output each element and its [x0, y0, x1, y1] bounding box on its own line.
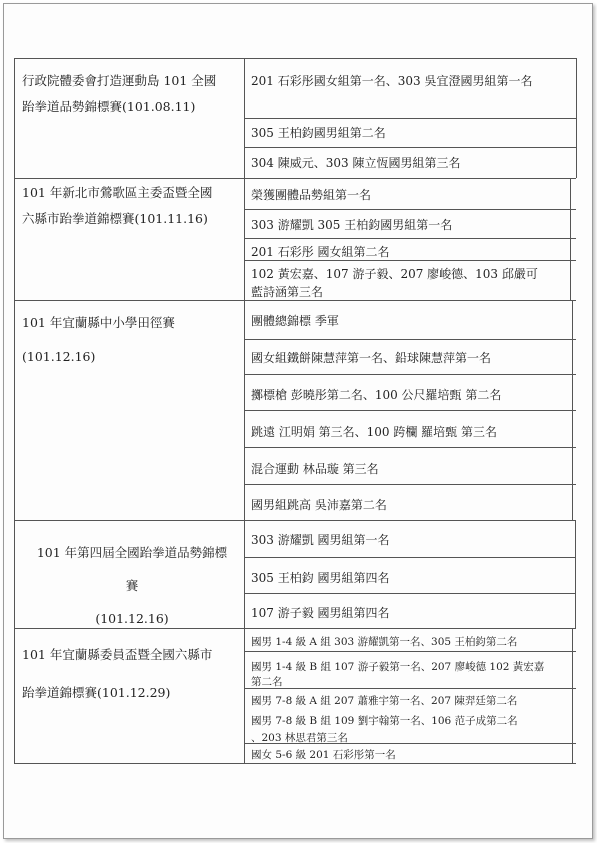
award-entry: 、203 林思君第三名 [251, 732, 348, 744]
award-entry: 第二名 [251, 676, 283, 688]
award-entry: 國男 7-8 級 B 組 109 劉宇翰第一名、106 范子成第二名 [251, 715, 518, 727]
award-entry: 305 王柏鈞國男組第二名 [251, 126, 386, 140]
row-divider [244, 147, 576, 148]
award-entry: 藍詩涵第三名 [251, 285, 324, 299]
event-name-line: 101 年宜蘭縣委員盃暨全國六縣市 [22, 647, 213, 662]
event-date-line: 跆拳道品勢錦標賽(101.08.11) [22, 99, 196, 114]
award-entry: 擲標槍 彭曉彤第二名、100 公尺羅培甄 第二名 [251, 388, 502, 402]
event-name-cell [22, 68, 216, 120]
event-date-line: (101.12.16) [95, 611, 169, 626]
table-right-border [570, 178, 571, 300]
award-entry: 國男 1-4 級 A 組 303 游耀凱第一名、305 王柏鈞第二名 [251, 636, 518, 648]
award-entry: 國男組跳高 吳沛嘉第二名 [251, 498, 387, 512]
event-name-line: 101 年宜蘭縣中小學田徑賽 [22, 315, 175, 330]
award-entry: 榮獲團體品勢組第一名 [251, 188, 372, 202]
row-divider [14, 300, 576, 301]
row-divider [14, 520, 576, 521]
event-name-cell [22, 536, 242, 635]
table-left-border [14, 58, 15, 763]
row-divider [244, 118, 576, 119]
award-entry: 201 石彩彤 國女組第二名 [251, 245, 390, 259]
row-divider [14, 763, 576, 764]
award-entry: 201 石彩彤國女組第一名、303 吳宜澄國男組第一名 [251, 74, 533, 88]
award-entry: 跳遠 江明娟 第三名、100 跨欄 羅培甄 第三名 [251, 425, 497, 439]
table-right-border [575, 520, 576, 628]
award-entry: 混合運動 林品璇 第三名 [251, 462, 379, 476]
row-divider [244, 688, 576, 689]
row-divider [244, 593, 576, 594]
row-divider [244, 557, 576, 558]
award-entry: 國女組鐵餅陳慧萍第一名、鉛球陳慧萍第一名 [251, 351, 492, 365]
row-divider [244, 447, 576, 448]
event-name-line: 101 年第四屆全國跆拳道品勢錦標 [36, 545, 228, 560]
row-divider [244, 484, 576, 485]
event-date-line: 六縣市跆拳道錦標賽(101.11.16) [22, 211, 208, 226]
award-entry: 305 王柏鈞 國男組第四名 [251, 571, 390, 585]
row-divider [244, 651, 576, 652]
award-entry: 107 游子毅 國男組第四名 [251, 606, 390, 620]
event-date-line: 跆拳道錦標賽(101.12.29) [22, 685, 171, 700]
event-name-cell [22, 636, 212, 712]
row-divider [244, 260, 576, 261]
award-entry: 國男 7-8 級 A 組 207 蕭雅宇第一名、207 陳羿廷第二名 [251, 695, 518, 707]
row-divider [244, 209, 576, 210]
table-right-border [576, 58, 577, 178]
row-divider [244, 374, 576, 375]
award-entry: 304 陳威元、303 陳立恆國男組第三名 [251, 156, 461, 170]
event-name-line: 行政院體委會打造運動島 101 全國 [22, 73, 217, 88]
award-entry: 303 游耀凱 305 王柏鈞國男組第一名 [251, 218, 453, 232]
award-entry: 國男 1-4 級 B 組 107 游子毅第一名、207 廖峻德 102 黃宏嘉 [251, 661, 545, 673]
row-divider [244, 238, 576, 239]
award-entry: 國女 5-6 級 201 石彩彤第一名 [251, 749, 396, 761]
award-entry: 團體總錦標 季軍 [251, 314, 339, 328]
table-right-border [572, 628, 573, 763]
event-name-cell [22, 180, 212, 232]
award-entry: 303 游耀凱 國男組第一名 [251, 533, 390, 547]
document-page [3, 3, 593, 839]
table-right-border [572, 300, 573, 520]
event-name-cell [22, 306, 175, 374]
award-entry: 102 黃宏嘉、107 游子毅、207 廖峻德、103 邱嚴可 [251, 267, 538, 281]
event-name-line: 賽 [125, 578, 139, 593]
row-divider [14, 178, 576, 179]
event-name-line: 101 年新北市鶯歌區主委盃暨全國 [22, 185, 213, 200]
row-divider [244, 743, 576, 744]
row-divider [244, 410, 576, 411]
row-divider [14, 58, 576, 59]
row-divider [14, 628, 576, 629]
row-divider [244, 339, 576, 340]
event-date-line: (101.12.16) [22, 349, 96, 364]
